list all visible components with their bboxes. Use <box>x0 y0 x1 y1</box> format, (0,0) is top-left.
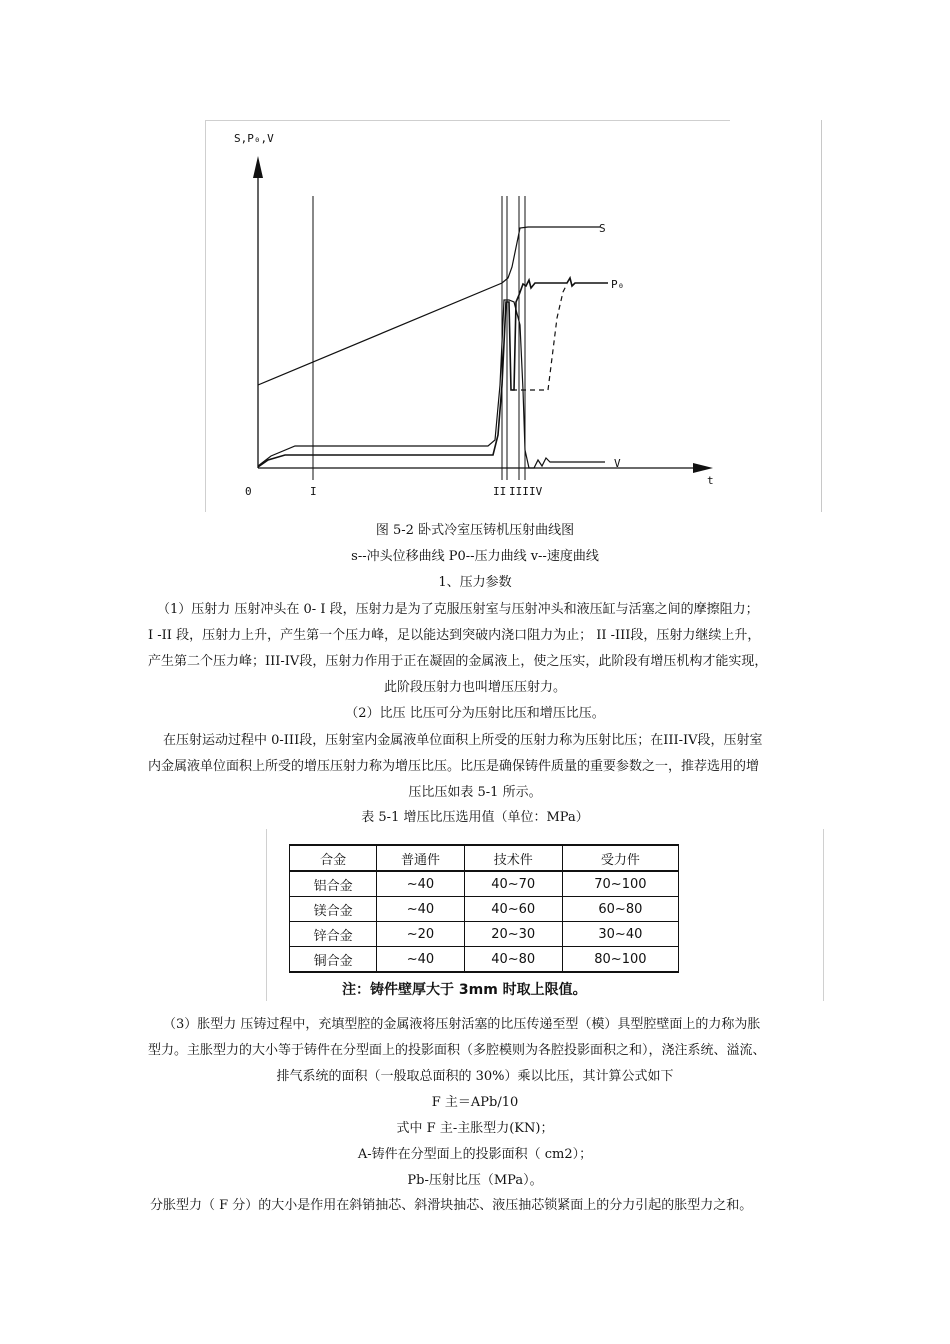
table-row <box>290 947 679 973</box>
para2-line1: 在压射运动过程中 0-III段，压射室内金属液单位面积上所受的压射力称为压射比压；在III-IV段，压射室 <box>163 733 763 748</box>
figure-legend: s--冲头位移曲线 P0--压力曲线 v--速度曲线 <box>351 549 599 564</box>
table-cell: 40~80 <box>464 947 562 973</box>
para4: 分胀型力（ F 分）的大小是作用在斜销抽芯、斜滑块抽芯、液压抽芯锁紧面上的分力引起的胀型力之和。 <box>150 1198 753 1213</box>
table-row <box>290 922 679 947</box>
para1-line3: 产生第二个压力峰；III-IV段，压射力作用于正在凝固的金属液上，使之压实，此阶段有增压机构才能实现， <box>148 654 768 669</box>
para3-line2: 型力。主胀型力的大小等于铸件在分型面上的投影面积（多腔模则为各腔投影面积之和），浇注系统、溢流、 <box>148 1043 766 1058</box>
table-header-row <box>290 845 679 871</box>
figure-right-edge <box>821 120 822 512</box>
para2-line3: 压比压如表 5-1 所示。 <box>408 785 542 800</box>
para3-line3: 排气系统的面积（一般取总面积的 30%）乘以比压，其计算公式如下 <box>276 1069 674 1084</box>
header-cell: 普通件 <box>377 845 464 871</box>
table-5-1 <box>289 844 679 973</box>
table-cell: 镁合金 <box>290 897 377 922</box>
header-cell: 受力件 <box>562 845 678 871</box>
figure-caption: 图 5-2 卧式冷室压铸机压射曲线图 <box>375 523 575 538</box>
table-note: 注：铸件壁厚大于 3mm 时取上限值。 <box>342 982 587 998</box>
para1-line4: 此阶段压射力也叫增压压射力。 <box>383 680 566 695</box>
table-cell: 40~70 <box>464 871 562 897</box>
stage-label-iv: IV <box>529 485 543 498</box>
para2-heading: （2）比压 比压可分为压射比压和增压比压。 <box>345 706 605 721</box>
table-cell: 80~100 <box>562 947 678 973</box>
table-cell: ~40 <box>377 871 464 897</box>
stage-label-ii: II <box>493 485 507 498</box>
p0-curve-label: P₀ <box>611 278 625 291</box>
table-caption: 表 5-1 增压比压选用值（单位：MPa） <box>361 810 589 825</box>
para3-line1: （3）胀型力 压铸过程中，充填型腔的金属液将压射活塞的比压传递至型（模）具型腔壁面上的力称为胀 <box>163 1017 761 1032</box>
table-cell: 70~100 <box>562 871 678 897</box>
x-axis-label: t <box>707 474 714 487</box>
table-cell: 锌合金 <box>290 922 377 947</box>
table-cell: 40~60 <box>464 897 562 922</box>
injection-curve-figure <box>205 120 730 512</box>
table-cell: 20~30 <box>464 922 562 947</box>
table-cell: ~40 <box>377 947 464 973</box>
header-cell: 合金 <box>290 845 377 871</box>
table-5-1-image <box>266 829 824 1001</box>
s-curve <box>258 227 600 385</box>
section-heading: 1、压力参数 <box>438 575 512 590</box>
header-cell: 技术件 <box>464 845 562 871</box>
table-cell: 铝合金 <box>290 871 377 897</box>
v-curve <box>258 300 605 468</box>
para2-line2: 内金属液单位面积上所受的增压压射力称为增压比压。比压是确保铸件质量的重要参数之一，推荐选用的增 <box>148 759 760 774</box>
table-cell: 60~80 <box>562 897 678 922</box>
table-row <box>290 871 679 897</box>
s-curve-label: S <box>599 222 606 235</box>
where-line-2: A-铸件在分型面上的投影面积（ cm2）； <box>357 1147 593 1162</box>
y-axis-arrow <box>253 156 263 178</box>
para1-line1: （1）压射力 压射冲头在 0- I 段，压射力是为了克服压射室与压射冲头和液压缸与活塞之间的摩擦阻力； <box>157 602 759 617</box>
table-cell: ~20 <box>377 922 464 947</box>
injection-curve-svg <box>205 120 730 512</box>
table-cell: 30~40 <box>562 922 678 947</box>
table-cell: ~40 <box>377 897 464 922</box>
where-line-3: Pb-压射比压（MPa）。 <box>407 1173 543 1188</box>
stage-label-iii: III <box>509 485 529 498</box>
y-axis-label: S,P₀,V <box>234 132 274 145</box>
table-cell: 铜合金 <box>290 947 377 973</box>
formula: F 主＝APb/10 <box>431 1095 519 1110</box>
p0-curve <box>258 278 608 467</box>
where-line-1: 式中 F 主-主胀型力(KN)； <box>396 1121 554 1136</box>
v-curve-label: V <box>614 457 621 470</box>
x-axis-arrow <box>693 463 713 473</box>
stage-label-zero: 0 <box>245 485 252 498</box>
para1-line2: I -II 段，压射力上升，产生第一个压力峰，足以能达到突破内浇口阻力为止； II -III段，压射力继续上升， <box>148 628 761 643</box>
stage-label-i: I <box>310 485 317 498</box>
table-row <box>290 897 679 922</box>
